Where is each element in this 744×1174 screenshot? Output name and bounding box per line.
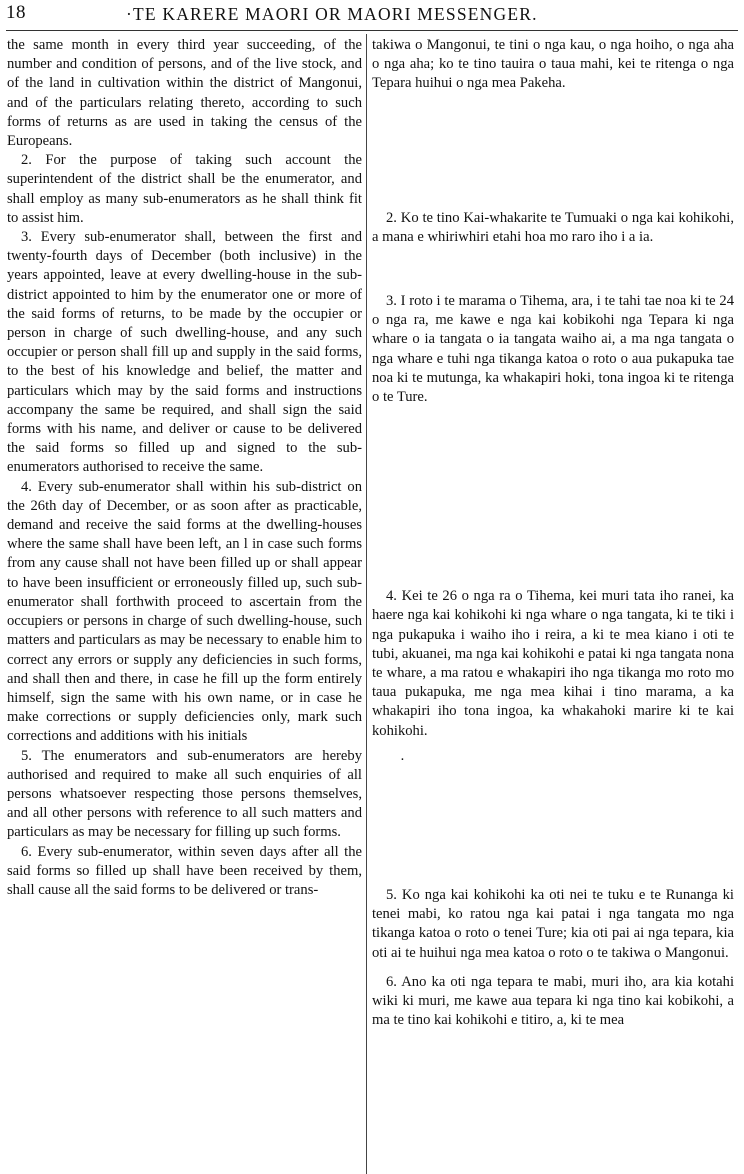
maori-column xyxy=(372,36,734,1174)
maori-paragraph-5: 5. Ko nga kai kohikohi ka oti nei te tuku e te Runanga ki tenei mabi, ko ratou nga kai patai i nga tangata mo nga tikanga katoa o roto o tenei Ture; kia oti pai ai nga tepara, kia oti ai te huihui nga mea katoa o roto o te takiwa o Mangonui. xyxy=(372,887,734,961)
english-paragraph-continued: the same month in every third year succeeding, of the number and condition of persons, and of the live stock, and of the land in cultivation within the district of Mangonui, and of the particulars relating thereto, according to such forms of returns as are used in taking the census of the Europeans. xyxy=(7,37,362,150)
maori-paragraph-6: 6. Ano ka oti nga tepara te mabi, muri iho, ara kia kotahi wiki ki muri, me kawe aua tepara ki nga tino kai kobikohi, a ma te tino kai kohikohi e titiro, a, ki te mea xyxy=(372,973,734,1029)
column-divider xyxy=(366,34,367,1174)
english-paragraph-2: 2. For the purpose of taking such account the superintendent of the district shall be the enumerator, and shall employ as many sub-enumerators as he shall think fit to assist him. xyxy=(7,152,362,226)
english-column xyxy=(7,36,362,1174)
maori-paragraph-4: 4. Kei te 26 o nga ra o Tihema, kei muri tata iho ranei, ka haere nga kai kohikohi ki nga whare o nga tangata, ki te tiki i nga pukapuka i waiho iho i reira, a ki te mea kiano i oti te tubi, akuanei, ma nga kai kohikohi e patai ki nga tangata nona te whare, a ma ratou e whakapiri iho nga tikanga mo roto mo taua pukapuka, me nga mea kihai i tino marama, a ka whakapiri iho tona ingoa, ka whakahoki marire ki te kai kohikohi. xyxy=(372,588,734,739)
page-title: ·TE KARERE MAORI OR MAORI MESSENGER. xyxy=(126,4,538,24)
page-header xyxy=(6,2,738,28)
stray-dot: · xyxy=(400,751,405,768)
english-paragraph-6: 6. Every sub-enumerator, within seven days after all the said forms so filled up shall have been received by them, shall cause all the said forms to be delivered or trans- xyxy=(7,843,362,898)
maori-paragraph-continued: takiwa o Mangonui, te tini o nga kau, o nga hoiho, o nga aha o nga aha; ko te tino tauira o taua mahi, kei te ritenga o nga Tepara huihui o nga mea Pakeha. xyxy=(372,37,734,92)
english-paragraph-3: 3. Every sub-enumerator shall, between the first and twenty-fourth days of December (both inclusive) in the years appointed, leave at every dwelling-house in the sub-district appointed to him by the enumerator one or more of the said forms of returns, to be made by the occupier or person in charge of such dwelling-house, and any such occupier or person shall fill up and supply in the said forms, to the best of his knowledge and belief, the matter and particulars which may by the said forms and instructions accompany the same be required, and shall sign the said forms with his name, and deliver or cause to be delivered the said forms so filled up and signed to the sub-enumerators authorised to receive the same. xyxy=(7,229,362,476)
maori-paragraph-3: 3. I roto i te marama o Tihema, ara, i te tahi tae noa ki te 24 o nga ra, me kawe e nga kai kobikohi nga Tepara ki nga whare o ia tangata o ia tangata waiho ai, a ma nga tangata o nga whare e tuhi nga tikanga katoa o roto o aua pukapuka tae noa ki te mutunga, ka whakapiri hoki, tona ingoa ki te ritenga o te Ture. xyxy=(372,293,734,406)
page-number: 18 xyxy=(6,2,26,23)
header-rule xyxy=(6,30,738,31)
maori-paragraph-2: 2. Ko te tino Kai-whakarite te Tumuaki o nga kai kohikohi, a mana e whiriwhiri etahi hoa mo raro iho i a ia. xyxy=(372,209,734,245)
english-paragraph-4: 4. Every sub-enumerator shall within his sub-district on the 26th day of December, or as soon after as practicable, demand and receive the said forms at the dwelling-houses where the same shall have been left, an l in case such forms from any cause shall not have been filled up or shall appear to have been insufficient or erroneously filled up, such sub-enumerator shall forthwith proceed to ascertain from the occupiers or persons in charge of such dwelling-house, such matters and particulars as may be necessary to enable him to correct any errors or supply any deficiencies in such forms, and shall then and there, in case he fill up the form entirely himself, sign the same with his own name, or in case he make corrections or supply deficiencies only, mark such corrections and additions with his initials xyxy=(7,478,362,745)
english-paragraph-5: 5. The enumerators and sub-enumerators are hereby authorised and required to make all such enquiries of all persons whatsoever respecting those persons themselves, and all other persons with reference to all such matters and particulars as may be necessary for filling up such forms. xyxy=(7,747,362,841)
